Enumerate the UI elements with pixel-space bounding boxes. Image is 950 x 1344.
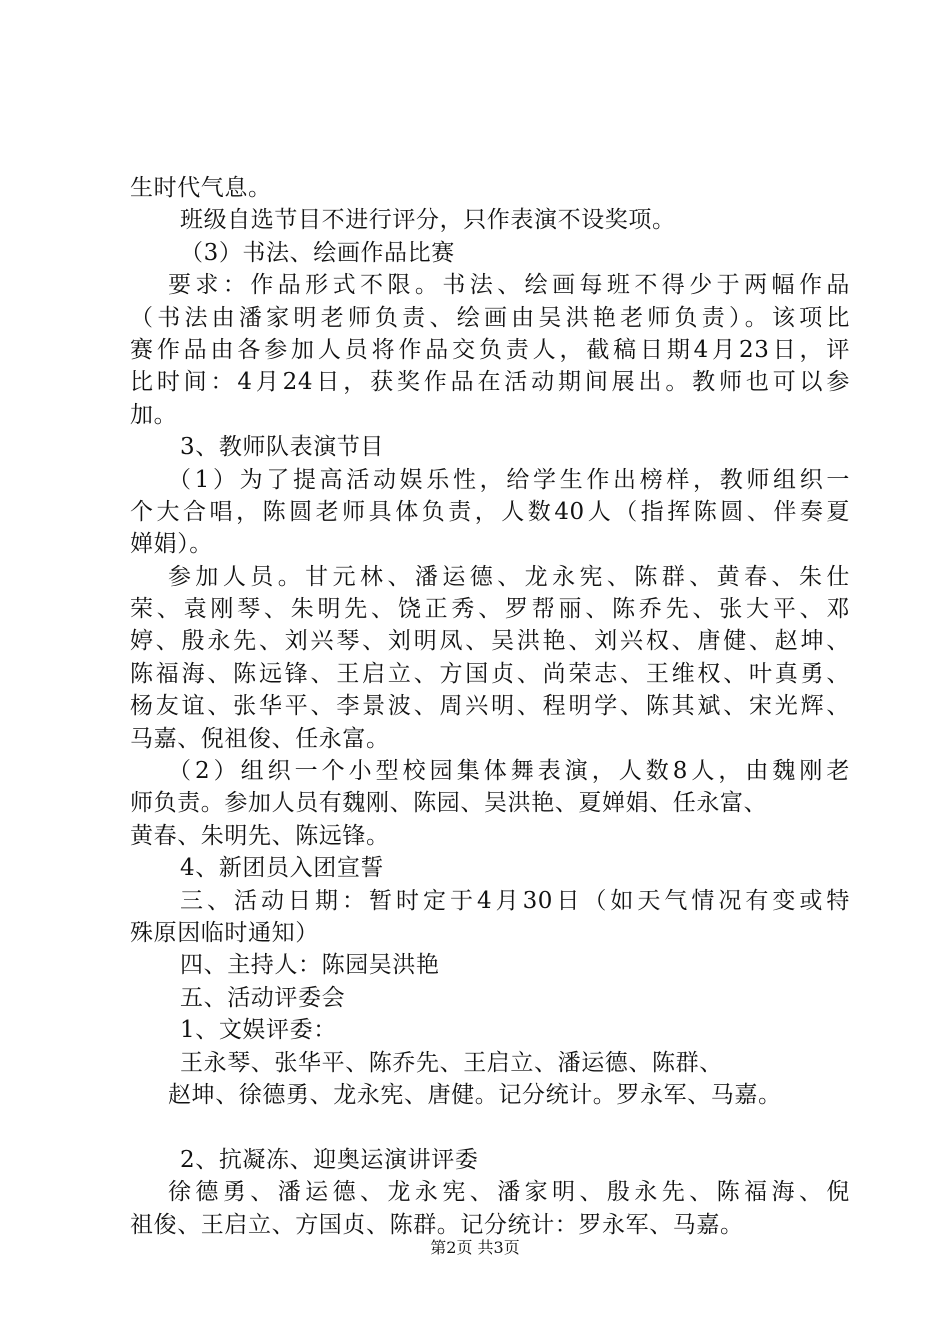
paragraph-line: 生时代气息。	[130, 175, 272, 201]
paragraph-line: 师负责。参加人员有魏刚、陈园、吴洪艳、夏婵娟、任永富、	[130, 790, 768, 817]
section-heading: 3、教师队表演节目	[180, 434, 385, 461]
paragraph-line: 陈福海、陈远锋、王启立、方国贞、尚荣志、王维权、叶真勇、	[130, 660, 850, 687]
paragraph-line: 殊原因临时通知）	[130, 919, 319, 946]
blank-line	[130, 1111, 850, 1143]
paragraph-line: 要求：作品形式不限。书法、绘画每班不得少于两幅作品	[168, 272, 850, 299]
paragraph-line: 四、主持人：陈园吴洪艳	[180, 952, 440, 979]
paragraph-line: 赵坤、徐德勇、龙永宪、唐健。记分统计。罗永军、马嘉。	[168, 1081, 782, 1108]
document-body	[130, 172, 850, 1241]
paragraph-line: 黄春、朱明先、陈远锋。	[130, 822, 390, 849]
paragraph-line: 比时间：4月24日，获奖作品在活动期间展出。教师也可以参	[130, 369, 850, 396]
section-heading: 4、新团员入团宣誓	[180, 855, 385, 882]
section-heading: 五、活动评委会	[180, 984, 346, 1011]
section-heading: （3）书法、绘画作品比赛	[180, 239, 455, 266]
section-heading: 2、抗凝冻、迎奥运演讲评委	[180, 1146, 479, 1173]
page-number: 第2页 共3页	[430, 1238, 520, 1257]
paragraph-line: 班级自选节目不进行评分，只作表演不设奖项。	[180, 207, 676, 234]
paragraph-line: 赛作品由各参加人员将作品交负责人，截稿日期4月23日，评	[130, 336, 850, 363]
paragraph-line: 王永琴、张华平、陈乔先、王启立、潘运德、陈群、	[180, 1049, 723, 1076]
paragraph-line: 荣、袁刚琴、朱明先、饶正秀、罗帮丽、陈乔先、张大平、邓	[130, 596, 850, 623]
paragraph-line: 祖俊、王启立、方国贞、陈群。记分统计：罗永军、马嘉。	[130, 1211, 744, 1238]
paragraph-line: （2）组织一个小型校园集体舞表演，人数8人，由魏刚老	[168, 758, 850, 785]
paragraph-line: 婵娟）。	[130, 531, 213, 558]
paragraph-line: （书法由潘家明老师负责、绘画由吴洪艳老师负责）。该项比	[130, 304, 850, 331]
paragraph-line: 杨友谊、张华平、李景波、周兴明、程明学、陈其斌、宋光辉、	[130, 693, 850, 720]
paragraph-line: 三、活动日期：暂时定于4月30日（如天气情况有变或特	[180, 887, 850, 914]
paragraph-line: 加。	[130, 401, 178, 428]
paragraph-line: （1）为了提高活动娱乐性，给学生作出榜样，教师组织一	[168, 466, 850, 493]
paragraph-line: 马嘉、倪祖俊、任永富。	[130, 725, 390, 752]
paragraph-line: 参加人员。甘元林、潘运德、龙永宪、陈群、黄春、朱仕	[168, 563, 850, 590]
paragraph-line: 个大合唱，陈圆老师具体负责，人数40人（指挥陈圆、伴奏夏	[130, 498, 850, 525]
paragraph-line: 婷、殷永先、刘兴琴、刘明凤、吴洪艳、刘兴权、唐健、赵坤、	[130, 628, 850, 655]
paragraph-line: 徐德勇、潘运德、龙永宪、潘家明、殷永先、陈福海、倪	[168, 1179, 850, 1206]
section-heading: 1、文娱评委：	[180, 1017, 337, 1044]
